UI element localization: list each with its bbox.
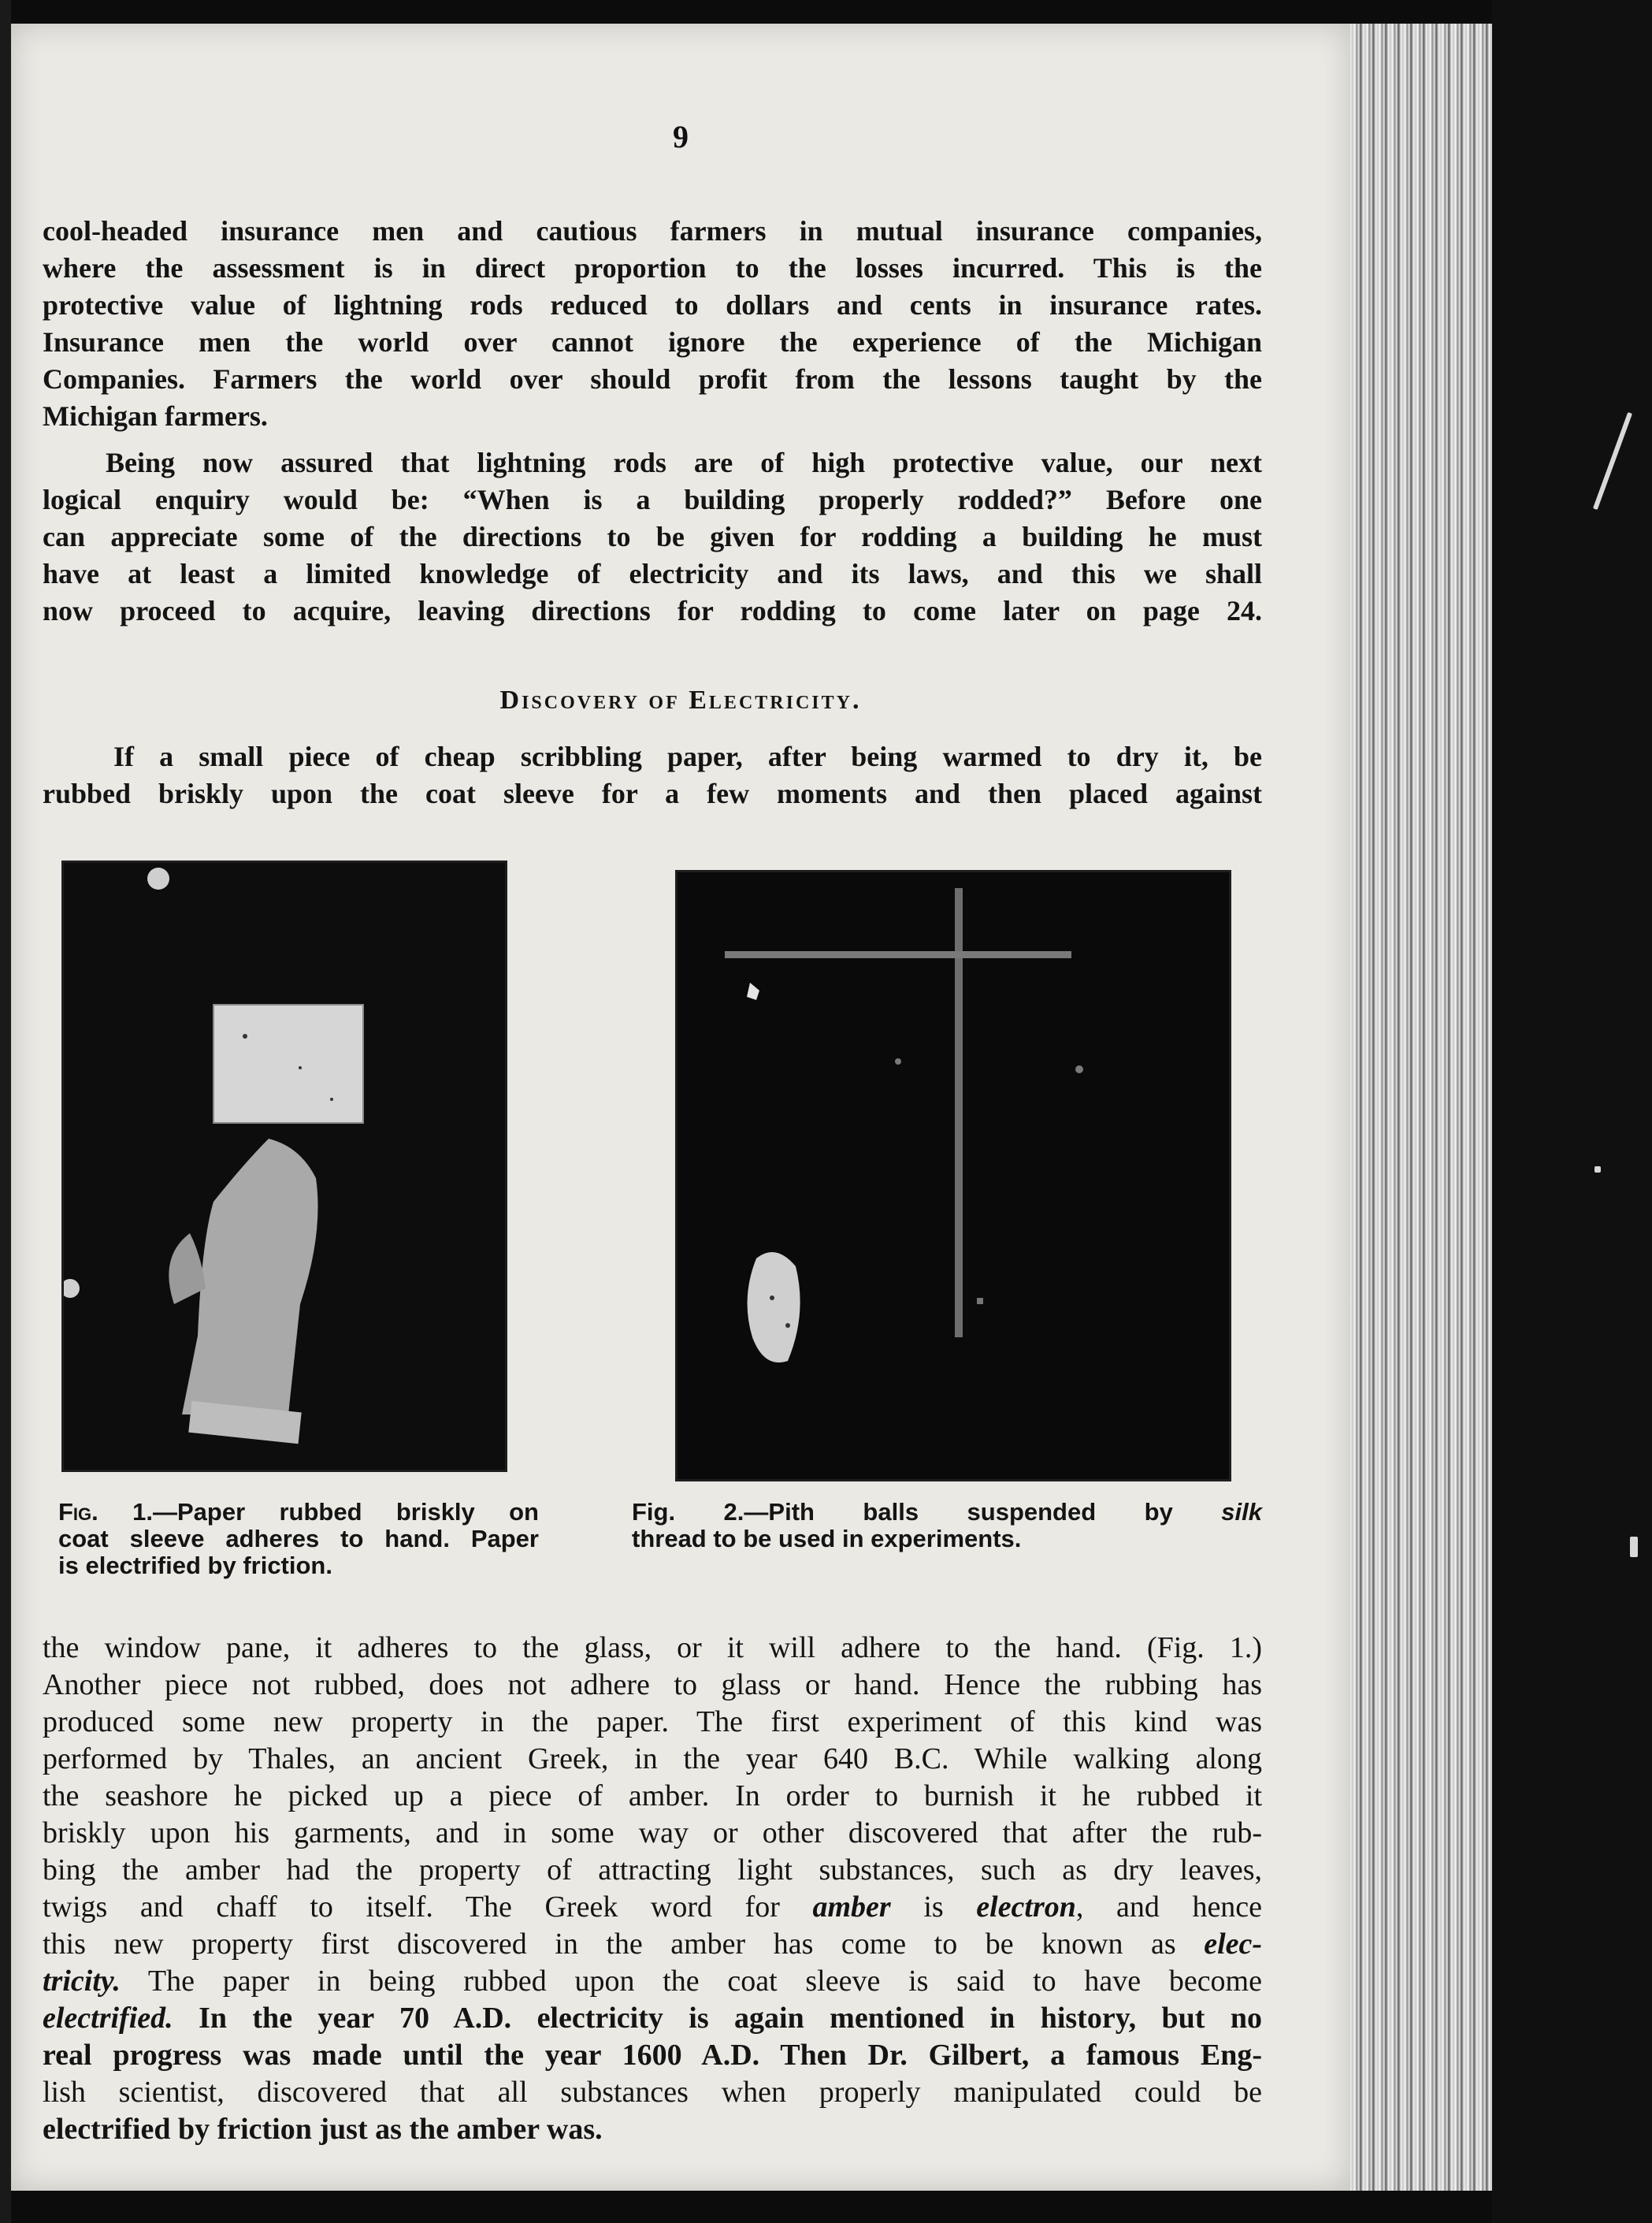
hand-with-paper-illustration bbox=[64, 863, 505, 1470]
figure-2-photo bbox=[675, 870, 1231, 1481]
figure-1-caption bbox=[58, 1499, 539, 1579]
caption-line bbox=[632, 1499, 1262, 1526]
italic-word: elec- bbox=[1204, 1927, 1263, 1961]
section-heading: Discovery of Electricity. bbox=[499, 686, 862, 715]
paragraph-enquiry bbox=[43, 444, 1262, 630]
text-line: electrified by friction just as the amber was. bbox=[43, 2113, 603, 2146]
text-line: where the assessment is in direct proportion to the losses incurred. This is the bbox=[43, 252, 1262, 284]
figure-1-photo bbox=[61, 861, 507, 1472]
text-line bbox=[43, 2000, 1262, 2037]
caption-line: coat sleeve adheres to hand. Paper bbox=[58, 1525, 539, 1552]
caption-line: is electrified by friction. bbox=[58, 1552, 332, 1579]
text-line: the seashore he picked up a piece of amber. In order to burnish it he rubbed it bbox=[43, 1779, 1262, 1812]
text-line bbox=[43, 1926, 1262, 1963]
italic-word: amber bbox=[812, 1890, 891, 1924]
italic-word: electrified. bbox=[43, 2002, 173, 2035]
italic-word: tricity. bbox=[43, 1965, 121, 1998]
text-line: now proceed to acquire, leaving directions for rodding to come later on page 24. bbox=[43, 595, 1262, 626]
text-line: performed by Thales, an ancient Greek, in the year 640 B.C. While walking along bbox=[43, 1742, 1262, 1775]
text-line: Insurance men the world over cannot ignore the experience of the Michigan bbox=[43, 326, 1262, 358]
text-run: this new property first discovered in the amber has come to be known as bbox=[43, 1927, 1176, 1961]
text-line: Michigan farmers. bbox=[43, 400, 268, 432]
scan-artifact bbox=[1630, 1537, 1638, 1557]
text-line: produced some new property in the paper. The first experiment of this kind was bbox=[43, 1705, 1262, 1738]
text-line: can appreciate some of the directions to be given for rodding a building he must bbox=[43, 521, 1262, 552]
paragraph-thales bbox=[43, 1630, 1262, 2148]
page-sheet bbox=[11, 24, 1350, 2191]
caption-text: —Paper rubbed briskly on bbox=[152, 1498, 539, 1526]
caption-text: —Pith balls suspended by bbox=[744, 1498, 1173, 1526]
italic-word: electron bbox=[976, 1890, 1076, 1924]
text-line: Being now assured that lightning rods are of high protective value, our next bbox=[106, 447, 1262, 478]
stacked-page-edges bbox=[1350, 24, 1492, 2191]
text-line: bing the amber had the property of attracting light substances, such as dry leaves, bbox=[43, 1853, 1262, 1887]
paragraph-insurance bbox=[43, 213, 1262, 435]
text-run: In the year 70 A.D. electricity is again mentioned in history, but no bbox=[199, 2002, 1262, 2035]
paragraph-experiment bbox=[43, 738, 1262, 812]
pith-balls-stand-illustration bbox=[678, 872, 1229, 1479]
dark-background bbox=[1492, 0, 1652, 2223]
text-line: briskly upon his garments, and in some way or other discovered that after the rub- bbox=[43, 1816, 1262, 1849]
text-line: logical enquiry would be: “When is a building properly rodded?” Before one bbox=[43, 484, 1262, 515]
text-line: cool-headed insurance men and cautious farmers in mutual insurance companies, bbox=[43, 215, 1262, 247]
figure-2-caption bbox=[632, 1499, 1262, 1552]
figure-label: Fig. 1. bbox=[58, 1498, 153, 1526]
text-line: rubbed briskly upon the coat sleeve for a few moments and then placed against bbox=[43, 778, 1262, 809]
caption-italic-word: silk bbox=[1221, 1498, 1262, 1526]
text-line: lish scientist, discovered that all substances when properly manipulated could be bbox=[43, 2076, 1262, 2109]
caption-line bbox=[58, 1499, 539, 1526]
text-line: the window pane, it adheres to the glass, or it will adhere to the hand. (Fig. 1.) bbox=[43, 1631, 1262, 1664]
text-line: have at least a limited knowledge of electricity and its laws, and this we shall bbox=[43, 558, 1262, 589]
caption-line: thread to be used in experiments. bbox=[632, 1525, 1022, 1552]
left-page-edge bbox=[0, 0, 11, 2223]
text-line bbox=[43, 1889, 1262, 1926]
scan-artifact bbox=[1593, 412, 1632, 510]
page-number: 9 bbox=[673, 119, 689, 154]
scan-artifact bbox=[1594, 1166, 1601, 1173]
text-line: real progress was made until the year 1600 A.D. Then Dr. Gilbert, a famous Eng- bbox=[43, 2039, 1262, 2072]
text-run: The paper in being rubbed upon the coat sleeve is said to have become bbox=[147, 1965, 1262, 1998]
text-line: protective value of lightning rods reduced to dollars and cents in insurance rates. bbox=[43, 289, 1262, 321]
text-line: Another piece not rubbed, does not adhere to glass or hand. Hence the rubbing has bbox=[43, 1668, 1262, 1701]
text-line: Companies. Farmers the world over should profit from the lessons taught by the bbox=[43, 363, 1262, 395]
text-run: is bbox=[923, 1890, 944, 1924]
text-line: If a small piece of cheap scribbling paper, after being warmed to dry it, be bbox=[113, 741, 1262, 772]
text-line bbox=[43, 1963, 1262, 2000]
text-run: , and hence bbox=[1075, 1890, 1263, 1924]
text-run: twigs and chaff to itself. The Greek word for bbox=[43, 1890, 780, 1924]
figure-label: Fig. 2. bbox=[632, 1498, 744, 1526]
